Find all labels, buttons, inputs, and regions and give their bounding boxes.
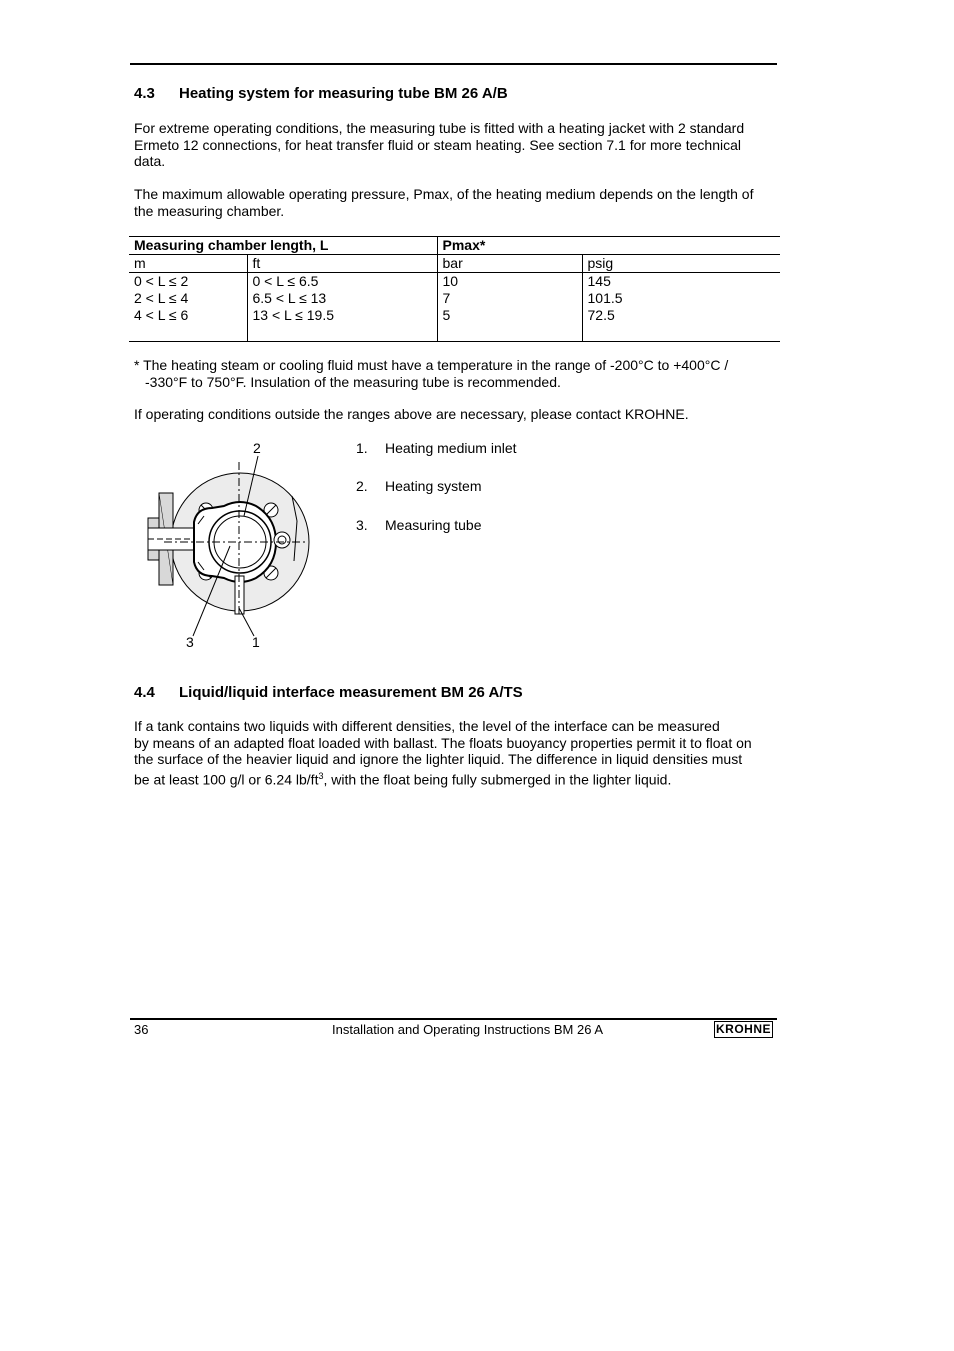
paragraph-line: the measuring chamber. — [134, 202, 285, 219]
legend-number: 2. — [356, 478, 368, 494]
intro-paragraph — [134, 120, 744, 170]
table-cell: 101.5 — [587, 290, 623, 306]
paragraph-line: For extreme operating conditions, the measuring tube is fitted with a heating jacket with 2 standard — [134, 120, 745, 136]
section-title: Liquid/liquid interface measurement BM 26 A/TS — [179, 684, 523, 701]
legend-item — [356, 440, 517, 456]
legend-number: 3. — [356, 517, 368, 533]
header-chamber-length: Measuring chamber length, L — [129, 237, 437, 255]
legend-item — [356, 517, 482, 533]
table-cell: 5 — [442, 307, 451, 323]
contact-note: If operating conditions outside the ranges above are necessary, please contact KROHNE. — [134, 406, 689, 422]
table-cell: 7 — [442, 290, 451, 306]
paragraph-line: The maximum allowable operating pressure, Pmax, of the heating medium depends on the length of — [134, 186, 754, 202]
col-bar — [437, 273, 582, 342]
legend-number: 1. — [356, 440, 368, 456]
line-text: be at least 100 g/l or 6.24 lb/ft — [134, 771, 319, 788]
table-cell: 4 < L ≤ 6 — [134, 307, 189, 323]
paragraph-line: Ermeto 12 connections, for heat transfer fluid or steam heating. See section 7.1 for more technical — [134, 136, 741, 153]
table-cell: 2 < L ≤ 4 — [134, 290, 189, 306]
unit-bar: bar — [437, 255, 582, 273]
section-heading-4-4 — [134, 684, 523, 701]
table-body-row — [129, 273, 780, 342]
legend-text: Heating system — [385, 478, 482, 494]
figure-label-2: 2 — [253, 440, 261, 456]
legend-text: Heating medium inlet — [385, 440, 517, 456]
col-psig — [582, 273, 780, 342]
section-number: 4.3 — [134, 85, 155, 102]
superscript: 3 — [318, 770, 324, 781]
pressure-table — [129, 236, 780, 342]
legend-item — [356, 478, 481, 494]
legend-text: Measuring tube — [385, 517, 482, 533]
section-heading-4-3 — [134, 85, 508, 102]
table-cell: 145 — [587, 273, 611, 289]
footer-doc-title: Installation and Operating Instructions BM 26 A — [332, 1022, 603, 1037]
section-title: Heating system for measuring tube BM 26 A/B — [179, 85, 508, 102]
table-cell: 72.5 — [587, 307, 615, 323]
paragraph-line: by means of an adapted float loaded with ballast. The floats buoyancy properties permit it to float on — [134, 734, 752, 751]
line-text: , with the float being fully submerged in the lighter liquid. — [323, 771, 672, 788]
pressure-paragraph — [134, 186, 753, 219]
paragraph-line — [134, 768, 752, 788]
table-cell: 0 < L ≤ 6.5 — [252, 273, 319, 289]
unit-ft: ft — [247, 255, 437, 273]
table-cell: 0 < L ≤ 2 — [134, 273, 189, 289]
col-m — [129, 273, 247, 342]
table-cell: 10 — [442, 273, 459, 289]
footer-rule — [130, 1018, 777, 1020]
interface-paragraph — [134, 718, 752, 788]
table-cell: 13 < L ≤ 19.5 — [252, 307, 335, 323]
header-pmax: Pmax* — [437, 237, 780, 255]
paragraph-line: data. — [134, 153, 166, 170]
section-number: 4.4 — [134, 684, 155, 701]
table-cell: 6.5 < L ≤ 13 — [252, 290, 327, 306]
paragraph-line: the surface of the heavier liquid and ignore the lighter liquid. The difference in liquid densities must — [134, 751, 743, 768]
table-units-row — [129, 255, 780, 273]
unit-m: m — [129, 255, 247, 273]
heating-system-drawing — [134, 436, 334, 658]
figure-label-1: 1 — [252, 634, 260, 650]
table-header-row — [129, 237, 780, 255]
footnote-line: -330°F to 750°F. Insulation of the measuring tube is recommended. — [145, 373, 561, 390]
krohne-logo: KROHNE — [715, 1022, 771, 1036]
unit-psig: psig — [582, 255, 780, 273]
table-footnote — [134, 357, 728, 390]
paragraph-line: If a tank contains two liquids with different densities, the level of the interface can be measured — [134, 718, 720, 734]
header-rule — [130, 63, 777, 65]
footnote-line: * The heating steam or cooling fluid must have a temperature in the range of -200°C to +400°C / — [134, 357, 729, 373]
figure-label-3: 3 — [186, 634, 194, 650]
col-ft — [247, 273, 437, 342]
page-number: 36 — [134, 1022, 149, 1037]
